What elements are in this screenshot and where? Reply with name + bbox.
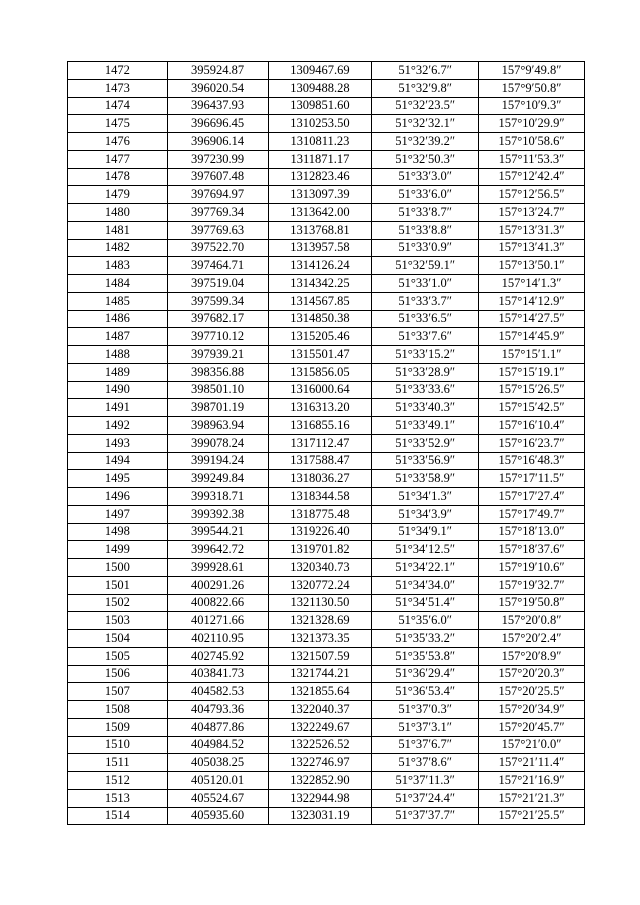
y-coordinate-cell: 1313642.00 <box>268 204 372 222</box>
x-coordinate-cell: 404877.86 <box>167 718 268 736</box>
y-coordinate-cell: 1315205.46 <box>268 328 372 346</box>
table-row <box>68 97 585 115</box>
longitude-cell: 157°15′42.5″ <box>479 399 585 417</box>
latitude-cell: 51°33′6.0″ <box>372 186 479 204</box>
x-coordinate-cell: 399194.24 <box>167 452 268 470</box>
x-coordinate-cell: 405120.01 <box>167 772 268 790</box>
table-row <box>68 221 585 239</box>
latitude-cell: 51°37′6.7″ <box>372 736 479 754</box>
y-coordinate-cell: 1321855.64 <box>268 683 372 701</box>
x-coordinate-cell: 396906.14 <box>167 133 268 151</box>
point-number-cell: 1479 <box>68 186 168 204</box>
latitude-cell: 51°32′39.2″ <box>372 133 479 151</box>
point-number-cell: 1480 <box>68 204 168 222</box>
x-coordinate-cell: 399249.84 <box>167 470 268 488</box>
table-row <box>68 328 585 346</box>
latitude-cell: 51°35′6.0″ <box>372 612 479 630</box>
latitude-cell: 51°33′49.1″ <box>372 417 479 435</box>
point-number-cell: 1507 <box>68 683 168 701</box>
y-coordinate-cell: 1322944.98 <box>268 789 372 807</box>
x-coordinate-cell: 397694.97 <box>167 186 268 204</box>
longitude-cell: 157°13′41.3″ <box>479 239 585 257</box>
y-coordinate-cell: 1312823.46 <box>268 168 372 186</box>
y-coordinate-cell: 1309851.60 <box>268 97 372 115</box>
x-coordinate-cell: 397522.70 <box>167 239 268 257</box>
y-coordinate-cell: 1322249.67 <box>268 718 372 736</box>
latitude-cell: 51°33′58.9″ <box>372 470 479 488</box>
longitude-cell: 157°18′13.0″ <box>479 523 585 541</box>
x-coordinate-cell: 404793.36 <box>167 701 268 719</box>
x-coordinate-cell: 397519.04 <box>167 275 268 293</box>
table-row <box>68 576 585 594</box>
latitude-cell: 51°33′0.9″ <box>372 239 479 257</box>
y-coordinate-cell: 1322852.90 <box>268 772 372 790</box>
x-coordinate-cell: 398356.88 <box>167 363 268 381</box>
table-row <box>68 470 585 488</box>
point-number-cell: 1487 <box>68 328 168 346</box>
point-number-cell: 1495 <box>68 470 168 488</box>
point-number-cell: 1477 <box>68 150 168 168</box>
y-coordinate-cell: 1322526.52 <box>268 736 372 754</box>
x-coordinate-cell: 402110.95 <box>167 630 268 648</box>
y-coordinate-cell: 1315501.47 <box>268 346 372 364</box>
longitude-cell: 157°15′19.1″ <box>479 363 585 381</box>
latitude-cell: 51°32′23.5″ <box>372 97 479 115</box>
table-row <box>68 452 585 470</box>
point-number-cell: 1475 <box>68 115 168 133</box>
latitude-cell: 51°37′0.3″ <box>372 701 479 719</box>
latitude-cell: 51°33′3.7″ <box>372 292 479 310</box>
latitude-cell: 51°37′8.6″ <box>372 754 479 772</box>
longitude-cell: 157°21′0.0″ <box>479 736 585 754</box>
x-coordinate-cell: 397230.99 <box>167 150 268 168</box>
longitude-cell: 157°16′48.3″ <box>479 452 585 470</box>
y-coordinate-cell: 1318775.48 <box>268 505 372 523</box>
point-number-cell: 1489 <box>68 363 168 381</box>
x-coordinate-cell: 399318.71 <box>167 488 268 506</box>
latitude-cell: 51°33′8.8″ <box>372 221 479 239</box>
latitude-cell: 51°34′9.1″ <box>372 523 479 541</box>
point-number-cell: 1478 <box>68 168 168 186</box>
latitude-cell: 51°35′33.2″ <box>372 630 479 648</box>
longitude-cell: 157°14′27.5″ <box>479 310 585 328</box>
longitude-cell: 157°9′49.8″ <box>479 62 585 80</box>
table-row <box>68 434 585 452</box>
y-coordinate-cell: 1313097.39 <box>268 186 372 204</box>
y-coordinate-cell: 1309467.69 <box>268 62 372 80</box>
table-row <box>68 186 585 204</box>
y-coordinate-cell: 1322040.37 <box>268 701 372 719</box>
latitude-cell: 51°37′37.7″ <box>372 807 479 825</box>
table-row <box>68 718 585 736</box>
y-coordinate-cell: 1322746.97 <box>268 754 372 772</box>
table-row <box>68 772 585 790</box>
y-coordinate-cell: 1321373.35 <box>268 630 372 648</box>
table-row <box>68 399 585 417</box>
longitude-cell: 157°12′56.5″ <box>479 186 585 204</box>
y-coordinate-cell: 1314126.24 <box>268 257 372 275</box>
point-number-cell: 1490 <box>68 381 168 399</box>
table-row <box>68 701 585 719</box>
point-number-cell: 1476 <box>68 133 168 151</box>
point-number-cell: 1491 <box>68 399 168 417</box>
y-coordinate-cell: 1320772.24 <box>268 576 372 594</box>
longitude-cell: 157°19′32.7″ <box>479 576 585 594</box>
x-coordinate-cell: 401271.66 <box>167 612 268 630</box>
y-coordinate-cell: 1321130.50 <box>268 594 372 612</box>
latitude-cell: 51°33′40.3″ <box>372 399 479 417</box>
longitude-cell: 157°16′23.7″ <box>479 434 585 452</box>
point-number-cell: 1497 <box>68 505 168 523</box>
table-row <box>68 204 585 222</box>
longitude-cell: 157°21′21.3″ <box>479 789 585 807</box>
longitude-cell: 157°14′45.9″ <box>479 328 585 346</box>
table-row <box>68 381 585 399</box>
table-row <box>68 505 585 523</box>
point-number-cell: 1508 <box>68 701 168 719</box>
longitude-cell: 157°15′26.5″ <box>479 381 585 399</box>
x-coordinate-cell: 405935.60 <box>167 807 268 825</box>
longitude-cell: 157°20′0.8″ <box>479 612 585 630</box>
longitude-cell: 157°17′49.7″ <box>479 505 585 523</box>
y-coordinate-cell: 1319226.40 <box>268 523 372 541</box>
y-coordinate-cell: 1314850.38 <box>268 310 372 328</box>
table-row <box>68 789 585 807</box>
y-coordinate-cell: 1315856.05 <box>268 363 372 381</box>
y-coordinate-cell: 1323031.19 <box>268 807 372 825</box>
y-coordinate-cell: 1317112.47 <box>268 434 372 452</box>
x-coordinate-cell: 399642.72 <box>167 541 268 559</box>
coordinates-table <box>67 61 585 825</box>
longitude-cell: 157°20′8.9″ <box>479 647 585 665</box>
y-coordinate-cell: 1320340.73 <box>268 559 372 577</box>
y-coordinate-cell: 1314567.85 <box>268 292 372 310</box>
table-row <box>68 133 585 151</box>
table-row <box>68 594 585 612</box>
latitude-cell: 51°32′6.7″ <box>372 62 479 80</box>
x-coordinate-cell: 398963.94 <box>167 417 268 435</box>
latitude-cell: 51°33′3.0″ <box>372 168 479 186</box>
longitude-cell: 157°13′24.7″ <box>479 204 585 222</box>
latitude-cell: 51°34′12.5″ <box>372 541 479 559</box>
point-number-cell: 1494 <box>68 452 168 470</box>
table-row <box>68 417 585 435</box>
y-coordinate-cell: 1318036.27 <box>268 470 372 488</box>
table-row <box>68 736 585 754</box>
x-coordinate-cell: 397607.48 <box>167 168 268 186</box>
y-coordinate-cell: 1319701.82 <box>268 541 372 559</box>
table-row <box>68 559 585 577</box>
point-number-cell: 1514 <box>68 807 168 825</box>
latitude-cell: 51°33′33.6″ <box>372 381 479 399</box>
point-number-cell: 1510 <box>68 736 168 754</box>
longitude-cell: 157°20′25.5″ <box>479 683 585 701</box>
latitude-cell: 51°37′24.4″ <box>372 789 479 807</box>
y-coordinate-cell: 1318344.58 <box>268 488 372 506</box>
latitude-cell: 51°36′53.4″ <box>372 683 479 701</box>
point-number-cell: 1498 <box>68 523 168 541</box>
y-coordinate-cell: 1321507.59 <box>268 647 372 665</box>
table-row <box>68 630 585 648</box>
latitude-cell: 51°34′34.0″ <box>372 576 479 594</box>
latitude-cell: 51°33′7.6″ <box>372 328 479 346</box>
point-number-cell: 1493 <box>68 434 168 452</box>
x-coordinate-cell: 399392.38 <box>167 505 268 523</box>
table-row <box>68 115 585 133</box>
longitude-cell: 157°14′1.3″ <box>479 275 585 293</box>
point-number-cell: 1513 <box>68 789 168 807</box>
latitude-cell: 51°32′50.3″ <box>372 150 479 168</box>
point-number-cell: 1512 <box>68 772 168 790</box>
point-number-cell: 1481 <box>68 221 168 239</box>
table-row <box>68 150 585 168</box>
longitude-cell: 157°14′12.9″ <box>479 292 585 310</box>
table-row <box>68 310 585 328</box>
latitude-cell: 51°33′8.7″ <box>372 204 479 222</box>
longitude-cell: 157°21′16.9″ <box>479 772 585 790</box>
table-row <box>68 807 585 825</box>
latitude-cell: 51°33′15.2″ <box>372 346 479 364</box>
x-coordinate-cell: 397769.63 <box>167 221 268 239</box>
table-row <box>68 292 585 310</box>
point-number-cell: 1484 <box>68 275 168 293</box>
longitude-cell: 157°20′2.4″ <box>479 630 585 648</box>
x-coordinate-cell: 403841.73 <box>167 665 268 683</box>
table-row <box>68 754 585 772</box>
point-number-cell: 1499 <box>68 541 168 559</box>
latitude-cell: 51°32′32.1″ <box>372 115 479 133</box>
point-number-cell: 1501 <box>68 576 168 594</box>
latitude-cell: 51°34′22.1″ <box>372 559 479 577</box>
y-coordinate-cell: 1310811.23 <box>268 133 372 151</box>
longitude-cell: 157°13′50.1″ <box>479 257 585 275</box>
latitude-cell: 51°33′52.9″ <box>372 434 479 452</box>
table-row <box>68 346 585 364</box>
y-coordinate-cell: 1314342.25 <box>268 275 372 293</box>
table-row <box>68 647 585 665</box>
longitude-cell: 157°18′37.6″ <box>479 541 585 559</box>
x-coordinate-cell: 396437.93 <box>167 97 268 115</box>
y-coordinate-cell: 1309488.28 <box>268 79 372 97</box>
x-coordinate-cell: 399078.24 <box>167 434 268 452</box>
y-coordinate-cell: 1313957.58 <box>268 239 372 257</box>
latitude-cell: 51°34′3.9″ <box>372 505 479 523</box>
longitude-cell: 157°10′29.9″ <box>479 115 585 133</box>
longitude-cell: 157°20′20.3″ <box>479 665 585 683</box>
y-coordinate-cell: 1310253.50 <box>268 115 372 133</box>
y-coordinate-cell: 1317588.47 <box>268 452 372 470</box>
point-number-cell: 1511 <box>68 754 168 772</box>
x-coordinate-cell: 397464.71 <box>167 257 268 275</box>
coordinates-table-body <box>68 62 585 825</box>
y-coordinate-cell: 1316000.64 <box>268 381 372 399</box>
point-number-cell: 1474 <box>68 97 168 115</box>
y-coordinate-cell: 1321328.69 <box>268 612 372 630</box>
y-coordinate-cell: 1311871.17 <box>268 150 372 168</box>
latitude-cell: 51°35′53.8″ <box>372 647 479 665</box>
longitude-cell: 157°21′25.5″ <box>479 807 585 825</box>
longitude-cell: 157°19′10.6″ <box>479 559 585 577</box>
point-number-cell: 1509 <box>68 718 168 736</box>
y-coordinate-cell: 1321744.21 <box>268 665 372 683</box>
table-row <box>68 541 585 559</box>
latitude-cell: 51°36′29.4″ <box>372 665 479 683</box>
longitude-cell: 157°11′53.3″ <box>479 150 585 168</box>
point-number-cell: 1505 <box>68 647 168 665</box>
point-number-cell: 1506 <box>68 665 168 683</box>
x-coordinate-cell: 396020.54 <box>167 79 268 97</box>
table-row <box>68 612 585 630</box>
latitude-cell: 51°32′59.1″ <box>372 257 479 275</box>
point-number-cell: 1503 <box>68 612 168 630</box>
x-coordinate-cell: 399928.61 <box>167 559 268 577</box>
longitude-cell: 157°12′42.4″ <box>479 168 585 186</box>
latitude-cell: 51°32′9.8″ <box>372 79 479 97</box>
table-row <box>68 683 585 701</box>
x-coordinate-cell: 399544.21 <box>167 523 268 541</box>
longitude-cell: 157°9′50.8″ <box>479 79 585 97</box>
x-coordinate-cell: 405524.67 <box>167 789 268 807</box>
x-coordinate-cell: 405038.25 <box>167 754 268 772</box>
longitude-cell: 157°17′27.4″ <box>479 488 585 506</box>
x-coordinate-cell: 398501.10 <box>167 381 268 399</box>
latitude-cell: 51°37′11.3″ <box>372 772 479 790</box>
x-coordinate-cell: 397769.34 <box>167 204 268 222</box>
point-number-cell: 1473 <box>68 79 168 97</box>
table-row <box>68 665 585 683</box>
point-number-cell: 1483 <box>68 257 168 275</box>
table-row <box>68 62 585 80</box>
x-coordinate-cell: 400291.26 <box>167 576 268 594</box>
point-number-cell: 1504 <box>68 630 168 648</box>
x-coordinate-cell: 400822.66 <box>167 594 268 612</box>
longitude-cell: 157°10′9.3″ <box>479 97 585 115</box>
x-coordinate-cell: 395924.87 <box>167 62 268 80</box>
x-coordinate-cell: 404582.53 <box>167 683 268 701</box>
longitude-cell: 157°20′34.9″ <box>479 701 585 719</box>
y-coordinate-cell: 1313768.81 <box>268 221 372 239</box>
latitude-cell: 51°33′56.9″ <box>372 452 479 470</box>
latitude-cell: 51°33′28.9″ <box>372 363 479 381</box>
x-coordinate-cell: 402745.92 <box>167 647 268 665</box>
x-coordinate-cell: 397710.12 <box>167 328 268 346</box>
latitude-cell: 51°34′51.4″ <box>372 594 479 612</box>
longitude-cell: 157°21′11.4″ <box>479 754 585 772</box>
point-number-cell: 1492 <box>68 417 168 435</box>
point-number-cell: 1485 <box>68 292 168 310</box>
x-coordinate-cell: 397939.21 <box>167 346 268 364</box>
latitude-cell: 51°33′1.0″ <box>372 275 479 293</box>
latitude-cell: 51°34′1.3″ <box>372 488 479 506</box>
longitude-cell: 157°10′58.6″ <box>479 133 585 151</box>
longitude-cell: 157°13′31.3″ <box>479 221 585 239</box>
x-coordinate-cell: 404984.52 <box>167 736 268 754</box>
table-row <box>68 79 585 97</box>
table-row <box>68 275 585 293</box>
point-number-cell: 1486 <box>68 310 168 328</box>
table-row <box>68 168 585 186</box>
point-number-cell: 1496 <box>68 488 168 506</box>
point-number-cell: 1488 <box>68 346 168 364</box>
y-coordinate-cell: 1316313.20 <box>268 399 372 417</box>
table-row <box>68 363 585 381</box>
x-coordinate-cell: 398701.19 <box>167 399 268 417</box>
table-row <box>68 488 585 506</box>
point-number-cell: 1500 <box>68 559 168 577</box>
longitude-cell: 157°19′50.8″ <box>479 594 585 612</box>
x-coordinate-cell: 397599.34 <box>167 292 268 310</box>
table-row <box>68 257 585 275</box>
latitude-cell: 51°37′3.1″ <box>372 718 479 736</box>
longitude-cell: 157°15′1.1″ <box>479 346 585 364</box>
latitude-cell: 51°33′6.5″ <box>372 310 479 328</box>
longitude-cell: 157°16′10.4″ <box>479 417 585 435</box>
point-number-cell: 1472 <box>68 62 168 80</box>
point-number-cell: 1482 <box>68 239 168 257</box>
x-coordinate-cell: 397682.17 <box>167 310 268 328</box>
longitude-cell: 157°20′45.7″ <box>479 718 585 736</box>
x-coordinate-cell: 396696.45 <box>167 115 268 133</box>
table-row <box>68 239 585 257</box>
longitude-cell: 157°17′11.5″ <box>479 470 585 488</box>
y-coordinate-cell: 1316855.16 <box>268 417 372 435</box>
point-number-cell: 1502 <box>68 594 168 612</box>
table-row <box>68 523 585 541</box>
